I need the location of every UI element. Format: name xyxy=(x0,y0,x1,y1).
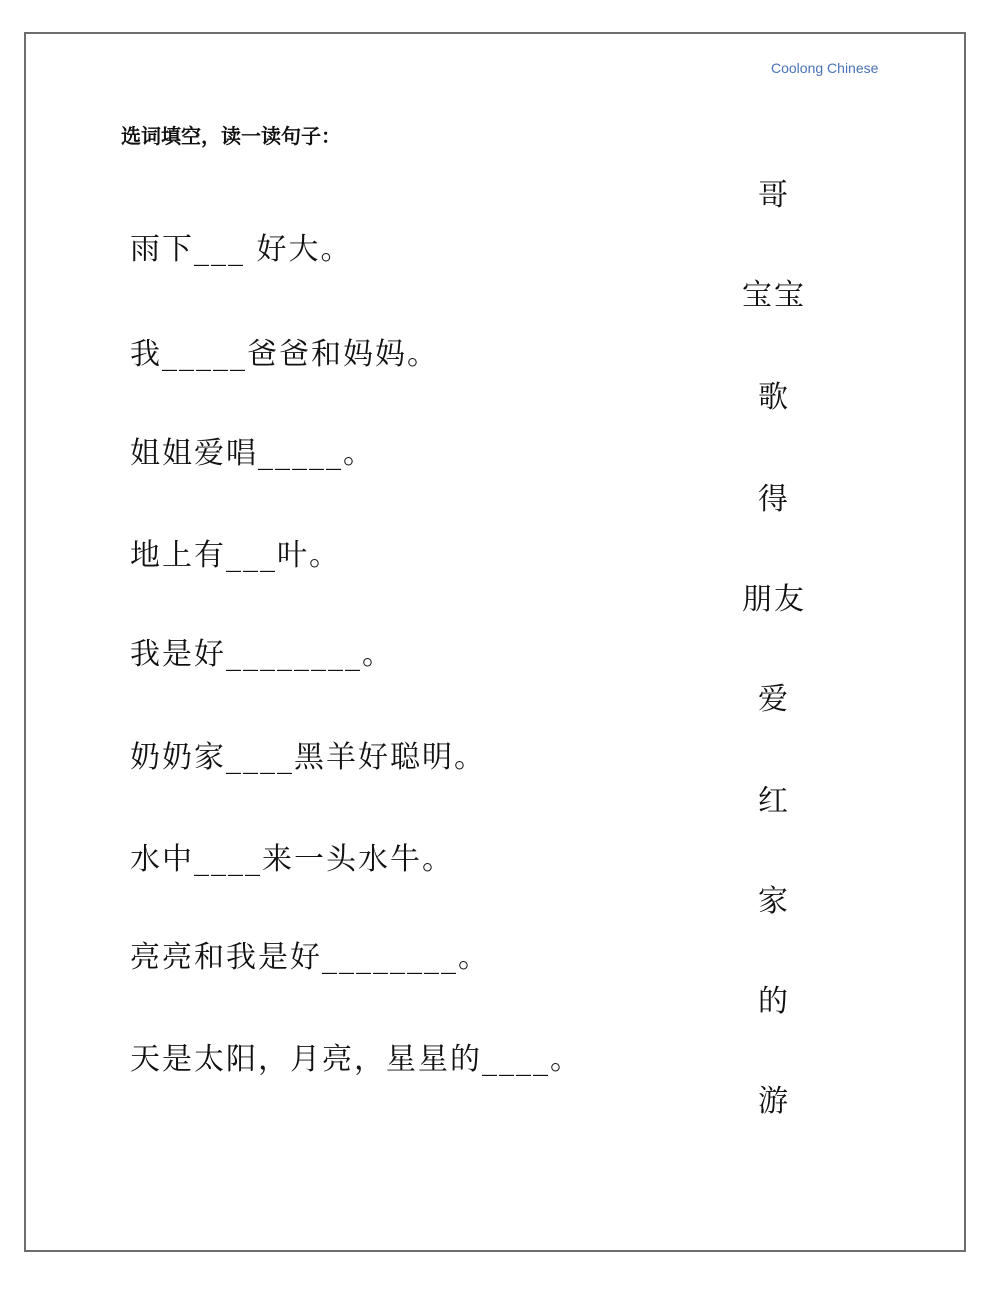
sentence-8: 亮亮和我是好________。 xyxy=(130,940,490,975)
sentence-9: 天是太阳，月亮，星星的____。 xyxy=(130,1042,582,1077)
word-bank-item: 宝宝 xyxy=(742,278,806,313)
sentence-1: 雨下___ 好大。 xyxy=(130,232,353,267)
worksheet-page xyxy=(24,32,966,1252)
word-bank-item: 歌 xyxy=(758,380,790,415)
word-bank-item: 游 xyxy=(758,1084,790,1119)
word-bank-item: 得 xyxy=(758,482,790,517)
sentence-2: 我_____爸爸和妈妈。 xyxy=(130,337,439,372)
word-bank-item: 朋友 xyxy=(742,582,806,617)
sentence-4: 地上有___叶。 xyxy=(130,538,341,573)
brand-label: Coolong Chinese xyxy=(771,60,879,76)
word-bank-item: 红 xyxy=(758,784,790,819)
sentence-7: 水中____来一头水牛。 xyxy=(130,842,454,877)
instruction-heading: 选词填空，读一读句子： xyxy=(121,124,341,148)
word-bank-item: 爱 xyxy=(758,682,790,717)
word-bank-item: 家 xyxy=(758,884,790,919)
sentence-6: 奶奶家____黑羊好聪明。 xyxy=(130,740,486,775)
word-bank-item: 哥 xyxy=(758,178,790,213)
word-bank-item: 的 xyxy=(758,984,790,1019)
sentence-5: 我是好________。 xyxy=(130,637,394,672)
sentence-3: 姐姐爱唱_____。 xyxy=(130,436,375,471)
